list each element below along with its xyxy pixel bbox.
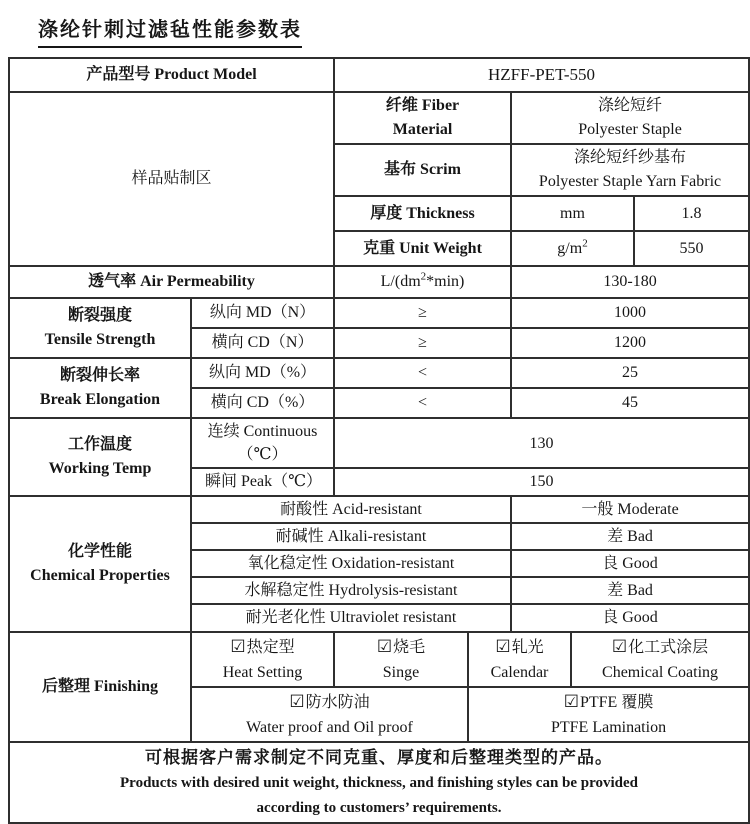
finishing-heat-setting-en: Heat Setting — [222, 663, 303, 681]
chemical-oxidation-rating: 良 Good — [511, 550, 749, 577]
thickness-value: 1.8 — [634, 196, 749, 231]
finishing-singe-en: Singe — [382, 663, 420, 681]
page-title: 涤纶针刺过滤毡性能参数表 — [38, 13, 302, 48]
tensile-cd-value: 1200 — [511, 328, 749, 358]
air-permeability-value: 130-180 — [511, 266, 749, 298]
row-temp-continuous — [9, 418, 749, 468]
unit-weight-unit-sup: 2 — [582, 237, 588, 250]
row-fiber-material — [9, 92, 749, 144]
checkbox-checked-icon: ☑ — [376, 636, 393, 656]
thickness-unit: mm — [511, 196, 634, 231]
row-product-model — [9, 58, 749, 92]
checkbox-checked-icon: ☑ — [611, 636, 628, 656]
scrim-value-en: Polyester Staple Yarn Fabric — [538, 173, 722, 190]
tensile-label-en: Tensile Strength — [44, 331, 156, 348]
product-model-value: HZFF-PET-550 — [334, 58, 749, 92]
sample-area-label: 样品贴制区 — [9, 92, 334, 266]
temp-continuous-condition: 连续 Continuous（℃） — [191, 418, 334, 468]
chemical-ultraviolet-rating: 良 Good — [511, 604, 749, 631]
tensile-cd-operator: ≥ — [334, 328, 511, 358]
chemical-properties-label — [9, 496, 191, 632]
tensile-md-direction: 纵向 MD（N） — [191, 298, 334, 328]
thickness-label: 厚度 Thickness — [334, 196, 511, 231]
fiber-label-en: Material — [392, 121, 453, 138]
checkbox-checked-icon: ☑ — [495, 636, 511, 656]
scrim-label: 基布 Scrim — [334, 144, 511, 196]
finishing-singe-zh: 烧毛 — [393, 638, 426, 656]
finishing-calendar-zh: 轧光 — [511, 638, 544, 656]
finishing-waterproof — [191, 687, 468, 742]
finishing-label: 后整理 Finishing — [9, 632, 191, 742]
finishing-ptfe — [468, 687, 749, 742]
tensile-md-operator: ≥ — [334, 298, 511, 328]
finishing-heat-setting — [191, 632, 334, 687]
chemical-alkali-rating: 差 Bad — [511, 523, 749, 550]
finishing-heat-setting-zh: 热定型 — [246, 638, 295, 656]
finishing-ptfe-zh: PTFE 覆膜 — [579, 693, 654, 711]
finishing-waterproof-zh: 防水防油 — [305, 693, 370, 711]
row-elongation-md — [9, 358, 749, 388]
air-permeability-label: 透气率 Air Permeability — [9, 266, 334, 298]
scrim-value-zh: 涤纶短纤纱基布 — [574, 149, 687, 166]
tensile-label-zh: 断裂强度 — [67, 307, 132, 324]
elongation-cd-value: 45 — [511, 388, 749, 418]
temp-continuous-value: 130 — [334, 418, 749, 468]
air-permeability-unit — [334, 266, 511, 298]
footer-note-en-line2: according to customers’ requirements. — [256, 799, 502, 816]
elongation-label-zh: 断裂伸长率 — [59, 367, 140, 384]
fiber-material-value — [511, 92, 749, 144]
product-model-label: 产品型号 Product Model — [9, 58, 334, 92]
finishing-chemical-coating — [571, 632, 749, 687]
finishing-calendar-en: Calendar — [490, 663, 549, 681]
row-tensile-md — [9, 298, 749, 328]
chemical-acid-property: 耐酸性 Acid-resistant — [191, 496, 511, 523]
chemical-label-zh: 化学性能 — [67, 542, 132, 560]
row-footer — [9, 742, 749, 823]
fiber-material-label — [334, 92, 511, 144]
unit-weight-value: 550 — [634, 231, 749, 266]
elongation-md-direction: 纵向 MD（%） — [191, 358, 334, 388]
chemical-acid-rating: 一般 Moderate — [511, 496, 749, 523]
working-temp-label — [9, 418, 191, 496]
row-air-permeability — [9, 266, 749, 298]
footer-note-zh: 可根据客户需求制定不同克重、厚度和后整理类型的产品。 — [145, 747, 614, 767]
chemical-ultraviolet-property: 耐光老化性 Ultraviolet resistant — [191, 604, 511, 631]
tensile-strength-label — [9, 298, 191, 358]
air-perm-unit-sup: 2 — [420, 271, 427, 284]
working-temp-label-en: Working Temp — [48, 459, 152, 477]
tensile-md-value: 1000 — [511, 298, 749, 328]
chemical-label-en: Chemical Properties — [30, 566, 170, 584]
finishing-chemical-coating-en: Chemical Coating — [602, 663, 719, 681]
temp-peak-value: 150 — [334, 468, 749, 495]
fiber-value-zh: 涤纶短纤 — [598, 97, 663, 114]
unit-weight-unit — [511, 231, 634, 266]
chemical-oxidation-property: 氧化稳定性 Oxidation-resistant — [191, 550, 511, 577]
elongation-cd-direction: 横向 CD（%） — [191, 388, 334, 418]
elongation-cd-operator: < — [334, 388, 511, 418]
checkbox-checked-icon: ☑ — [230, 636, 246, 656]
temp-peak-condition: 瞬间 Peak（℃） — [191, 468, 334, 495]
air-perm-unit-post: *min) — [426, 273, 465, 291]
finishing-waterproof-en: Water proof and Oil proof — [246, 718, 413, 736]
unit-weight-label: 克重 Unit Weight — [334, 231, 511, 266]
footer-note-en-line1: Products with desired unit weight, thickness, and finishing styles can be provided — [120, 774, 639, 791]
finishing-ptfe-en: PTFE Lamination — [550, 718, 667, 736]
fiber-label-zh: 纤维 Fiber — [385, 97, 460, 114]
chemical-alkali-property: 耐碱性 Alkali-resistant — [191, 523, 511, 550]
finishing-calendar — [468, 632, 571, 687]
elongation-md-value: 25 — [511, 358, 749, 388]
footer-note — [9, 742, 749, 823]
row-finishing-1 — [9, 632, 749, 687]
tensile-cd-direction: 横向 CD（N） — [191, 328, 334, 358]
air-perm-unit-pre: L/(dm — [380, 273, 421, 291]
finishing-chemical-coating-zh: 化工式涂层 — [628, 638, 709, 656]
chemical-hydrolysis-property: 水解稳定性 Hydrolysis-resistant — [191, 577, 511, 604]
working-temp-label-zh: 工作温度 — [67, 435, 132, 453]
checkbox-checked-icon: ☑ — [289, 691, 305, 711]
row-chemical-acid — [9, 496, 749, 523]
finishing-singe — [334, 632, 468, 687]
title-row — [38, 13, 750, 48]
elongation-md-operator: < — [334, 358, 511, 388]
elongation-label-en: Break Elongation — [39, 391, 161, 408]
unit-weight-unit-base: g/m — [557, 239, 583, 257]
checkbox-checked-icon: ☑ — [563, 691, 579, 711]
break-elongation-label — [9, 358, 191, 418]
chemical-hydrolysis-rating: 差 Bad — [511, 577, 749, 604]
fiber-value-en: Polyester Staple — [578, 121, 682, 138]
spec-table — [8, 57, 750, 824]
scrim-value — [511, 144, 749, 196]
